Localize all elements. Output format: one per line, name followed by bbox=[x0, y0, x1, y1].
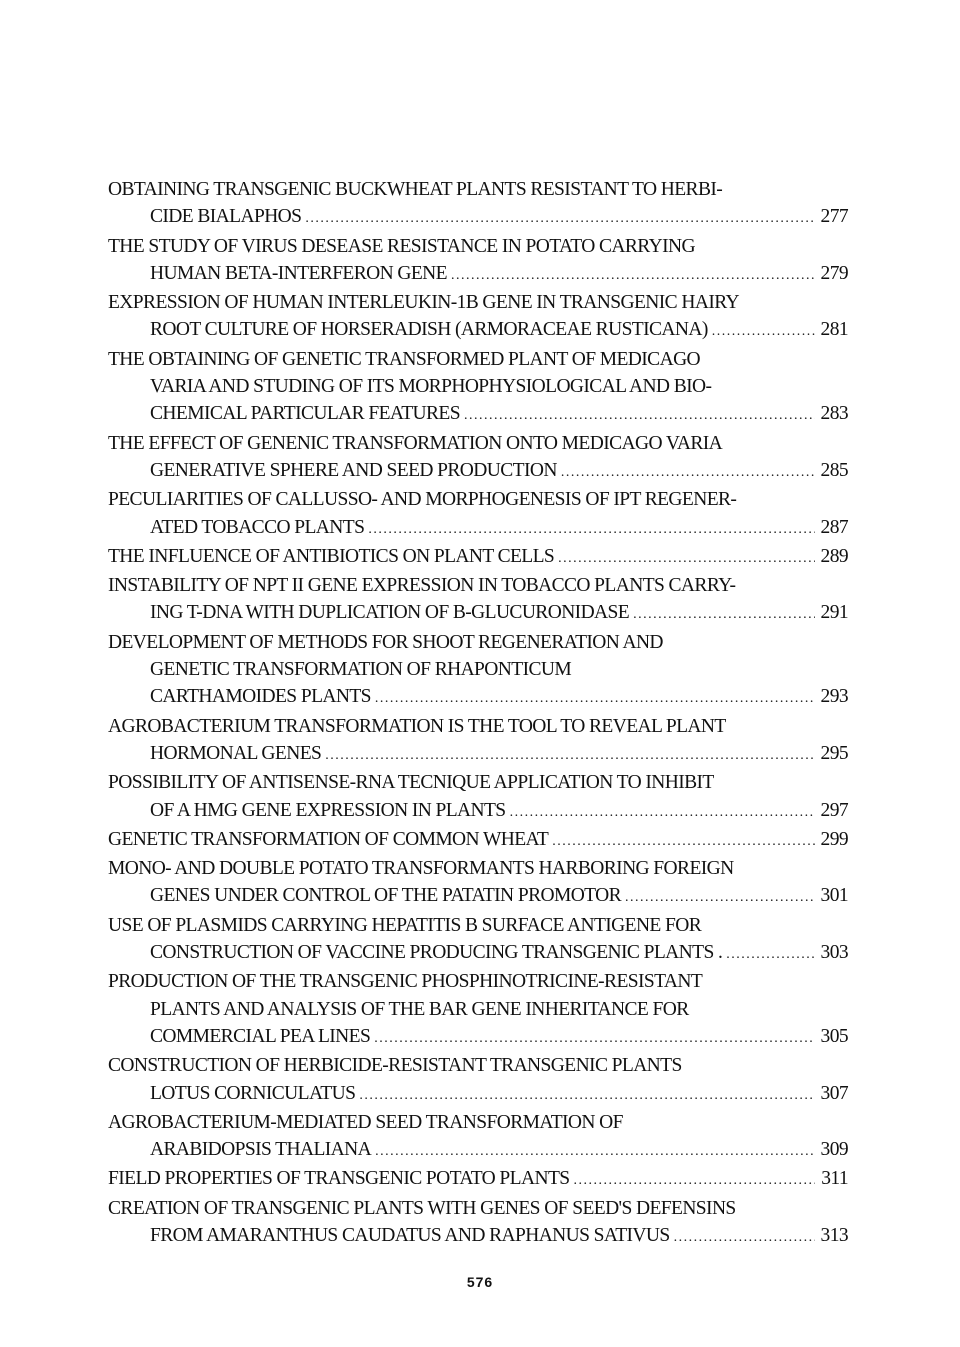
toc-entry bbox=[108, 968, 848, 1052]
toc-entry-final-line bbox=[108, 683, 848, 712]
dot-leader bbox=[633, 601, 814, 628]
dot-leader bbox=[558, 545, 814, 572]
toc-entry-title-line: HORMONAL GENES bbox=[150, 742, 322, 764]
toc-entry-title-line: GENETIC TRANSFORMATION OF RHAPONTICUM bbox=[150, 659, 572, 681]
toc-entry-title-line: CONSTRUCTION OF VACCINE PRODUCING TRANSGENIC PLANTS . bbox=[150, 942, 723, 964]
toc-entry-final-line bbox=[108, 882, 848, 911]
toc-entry-title-line: ARABIDOPSIS THALIANA bbox=[150, 1139, 372, 1161]
toc-entry-title-line: THE OBTAINING OF GENETIC TRANSFORMED PLANT OF MEDICAGO bbox=[108, 348, 701, 370]
toc-entry-page-number: 289 bbox=[820, 545, 848, 567]
toc-entry-title-line: PLANTS AND ANALYSIS OF THE BAR GENE INHERITANCE FOR bbox=[150, 998, 689, 1020]
toc-entry-title-line: LOTUS CORNICULATUS bbox=[150, 1082, 356, 1104]
toc-entry-page-number: 313 bbox=[820, 1224, 848, 1246]
toc-entry-title-line: GENERATIVE SPHERE AND SEED PRODUCTION bbox=[150, 459, 557, 481]
toc-entry-title-line: FIELD PROPERTIES OF TRANSGENIC POTATO PLANTS bbox=[108, 1168, 570, 1190]
toc-entry bbox=[108, 855, 848, 912]
toc-entry-title-line: EXPRESSION OF HUMAN INTERLEUKIN-1B GENE IN TRANSGENIC HAIRY bbox=[108, 292, 740, 314]
toc-entry-title-line: AGROBACTERIUM-MEDIATED SEED TRANSFORMATION OF bbox=[108, 1111, 623, 1133]
toc-entry-title-line: AGROBACTERIUM TRANSFORMATION IS THE TOOL TO REVEAL PLANT bbox=[108, 715, 726, 737]
toc-entry-final-line bbox=[108, 543, 848, 572]
toc-entry-title-line: HUMAN BETA-INTERFERON GENE bbox=[150, 262, 447, 284]
toc-entry-final-line bbox=[108, 939, 848, 968]
toc-entry-title-line: POSSIBILITY OF ANTISENSE-RNA TECNIQUE APPLICATION TO INHIBIT bbox=[108, 772, 714, 794]
dot-leader bbox=[561, 459, 815, 486]
toc-entry-final-line bbox=[108, 1165, 848, 1194]
toc-entry-final-line bbox=[108, 599, 848, 628]
toc-entry-page-number: 311 bbox=[821, 1168, 848, 1190]
toc-entry-title-line: ROOT CULTURE OF HORSERADISH (ARMORACEAE RUSTICANA) bbox=[150, 319, 708, 341]
toc-entry-title-line: OBTAINING TRANSGENIC BUCKWHEAT PLANTS RESISTANT TO HERBI- bbox=[108, 179, 723, 200]
toc-entry bbox=[108, 629, 848, 713]
toc-entry bbox=[108, 430, 848, 487]
toc-entry bbox=[108, 769, 848, 826]
toc-entry bbox=[108, 289, 848, 346]
toc-entry-page-number: 295 bbox=[820, 742, 848, 764]
toc-entry-page-number: 307 bbox=[820, 1082, 848, 1104]
toc-entry-page-number: 283 bbox=[820, 403, 848, 425]
dot-leader bbox=[674, 1224, 815, 1251]
toc-entry-page-number: 297 bbox=[820, 799, 848, 821]
toc-entry-title-line: ATED TOBACCO PLANTS bbox=[150, 516, 365, 538]
toc-entry bbox=[108, 1165, 848, 1194]
toc-entry-title-line: CHEMICAL PARTICULAR FEATURES bbox=[150, 403, 460, 425]
toc-entry bbox=[108, 1109, 848, 1166]
toc-entry-page-number: 279 bbox=[820, 262, 848, 284]
toc-entry bbox=[108, 713, 848, 770]
toc-entry-final-line bbox=[108, 316, 848, 345]
toc-entry-title-line: CARTHAMOIDES PLANTS bbox=[150, 686, 371, 708]
toc-entry-title-line: OF A HMG GENE EXPRESSION IN PLANTS bbox=[150, 799, 506, 821]
toc-entry bbox=[108, 346, 848, 430]
toc-entry-page-number: 301 bbox=[820, 885, 848, 907]
toc-entry-title-line: THE EFFECT OF GENENIC TRANSFORMATION ONTO MEDICAGO VARIA bbox=[108, 432, 723, 454]
toc-entry-final-line bbox=[108, 1222, 848, 1251]
page-number: 576 bbox=[466, 1274, 494, 1290]
dot-leader bbox=[374, 1025, 814, 1052]
dot-leader bbox=[375, 1138, 814, 1165]
toc-entry-title-line: CIDE BIALAPHOS bbox=[150, 206, 302, 228]
dot-leader bbox=[464, 402, 815, 429]
toc-entry-title-line: USE OF PLASMIDS CARRYING HEPATITIS B SURFACE ANTIGENE FOR bbox=[108, 914, 702, 936]
toc-entry-title-line: THE STUDY OF VIRUS DESEASE RESISTANCE IN POTATO CARRYING bbox=[108, 235, 695, 257]
toc-entry bbox=[108, 1052, 848, 1109]
toc-entry bbox=[108, 1195, 848, 1252]
dot-leader bbox=[712, 318, 815, 345]
toc-entry-title-line: THE INFLUENCE OF ANTIBIOTICS ON PLANT CELLS bbox=[108, 545, 555, 567]
dot-leader bbox=[625, 884, 815, 911]
toc-entry-final-line bbox=[108, 1023, 848, 1052]
toc-entry-title-line: INSTABILITY OF NPT II GENE EXPRESSION IN TOBACCO PLANTS CARRY- bbox=[108, 575, 736, 597]
toc-entry-page-number: 291 bbox=[820, 602, 848, 624]
dot-leader bbox=[510, 799, 815, 826]
toc-entry-page-number: 277 bbox=[820, 206, 848, 228]
toc-entry-title-line: PRODUCTION OF THE TRANSGENIC PHOSPHINOTRICINE-RESISTANT bbox=[108, 971, 703, 993]
toc-entry-title-line: CREATION OF TRANSGENIC PLANTS WITH GENES OF SEED'S DEFENSINS bbox=[108, 1197, 736, 1219]
toc-entry-title-line: FROM AMARANTHUS CAUDATUS AND RAPHANUS SATIVUS bbox=[150, 1224, 670, 1246]
toc-entry-title-line: CONSTRUCTION OF HERBICIDE-RESISTANT TRANSGENIC PLANTS bbox=[108, 1055, 682, 1077]
toc-entry bbox=[108, 572, 848, 629]
toc-entry-page-number: 281 bbox=[820, 319, 848, 341]
toc-entry-final-line bbox=[108, 1136, 848, 1165]
toc-entry-title-line: VARIA AND STUDING OF ITS MORPHOPHYSIOLOGICAL AND BIO- bbox=[150, 376, 712, 398]
toc-entry-final-line bbox=[108, 740, 848, 769]
toc-entry-final-line bbox=[108, 797, 848, 826]
toc-entry-title-line: ING T-DNA WITH DUPLICATION OF B-GLUCURONIDASE bbox=[150, 602, 630, 624]
toc-entry bbox=[108, 176, 848, 233]
toc-entry-title-line: DEVELOPMENT OF METHODS FOR SHOOT REGENERATION AND bbox=[108, 631, 663, 653]
toc-entry-page-number: 293 bbox=[820, 686, 848, 708]
dot-leader bbox=[359, 1082, 814, 1109]
toc-entry-title-line: PECULIARITIES OF CALLUSSO- AND MORPHOGENESIS OF IPT REGENER- bbox=[108, 489, 737, 511]
dot-leader bbox=[305, 205, 814, 232]
toc-entry bbox=[108, 486, 848, 543]
toc-entry-final-line bbox=[108, 260, 848, 289]
toc-entry-final-line bbox=[108, 457, 848, 486]
toc-entry-title-line: MONO- AND DOUBLE POTATO TRANSFORMANTS HARBORING FOREIGN bbox=[108, 858, 734, 880]
dot-leader bbox=[368, 516, 814, 543]
dot-leader bbox=[325, 742, 814, 769]
table-of-contents bbox=[108, 176, 848, 1251]
toc-entry-page-number: 303 bbox=[820, 942, 848, 964]
toc-entry-final-line bbox=[108, 203, 848, 232]
toc-entry-final-line bbox=[108, 400, 848, 429]
toc-entry-page-number: 285 bbox=[820, 459, 848, 481]
toc-entry-page-number: 309 bbox=[820, 1139, 848, 1161]
toc-entry-page-number: 299 bbox=[820, 828, 848, 850]
dot-leader bbox=[451, 262, 815, 289]
toc-entry-page-number: 305 bbox=[820, 1025, 848, 1047]
toc-entry bbox=[108, 912, 848, 969]
toc-entry-title-line: COMMERCIAL PEA LINES bbox=[150, 1025, 371, 1047]
toc-entry-title-line: GENETIC TRANSFORMATION OF COMMON WHEAT bbox=[108, 828, 549, 850]
toc-entry bbox=[108, 233, 848, 290]
dot-leader bbox=[726, 941, 814, 968]
dot-leader bbox=[552, 828, 814, 855]
toc-entry-final-line bbox=[108, 826, 848, 855]
toc-entry bbox=[108, 826, 848, 855]
toc-entry-final-line bbox=[108, 514, 848, 543]
toc-entry-final-line bbox=[108, 1080, 848, 1109]
dot-leader bbox=[375, 685, 815, 712]
dot-leader bbox=[574, 1167, 816, 1194]
toc-entry-title-line: GENES UNDER CONTROL OF THE PATATIN PROMOTOR bbox=[150, 885, 622, 907]
toc-entry bbox=[108, 543, 848, 572]
toc-entry-page-number: 287 bbox=[820, 516, 848, 538]
